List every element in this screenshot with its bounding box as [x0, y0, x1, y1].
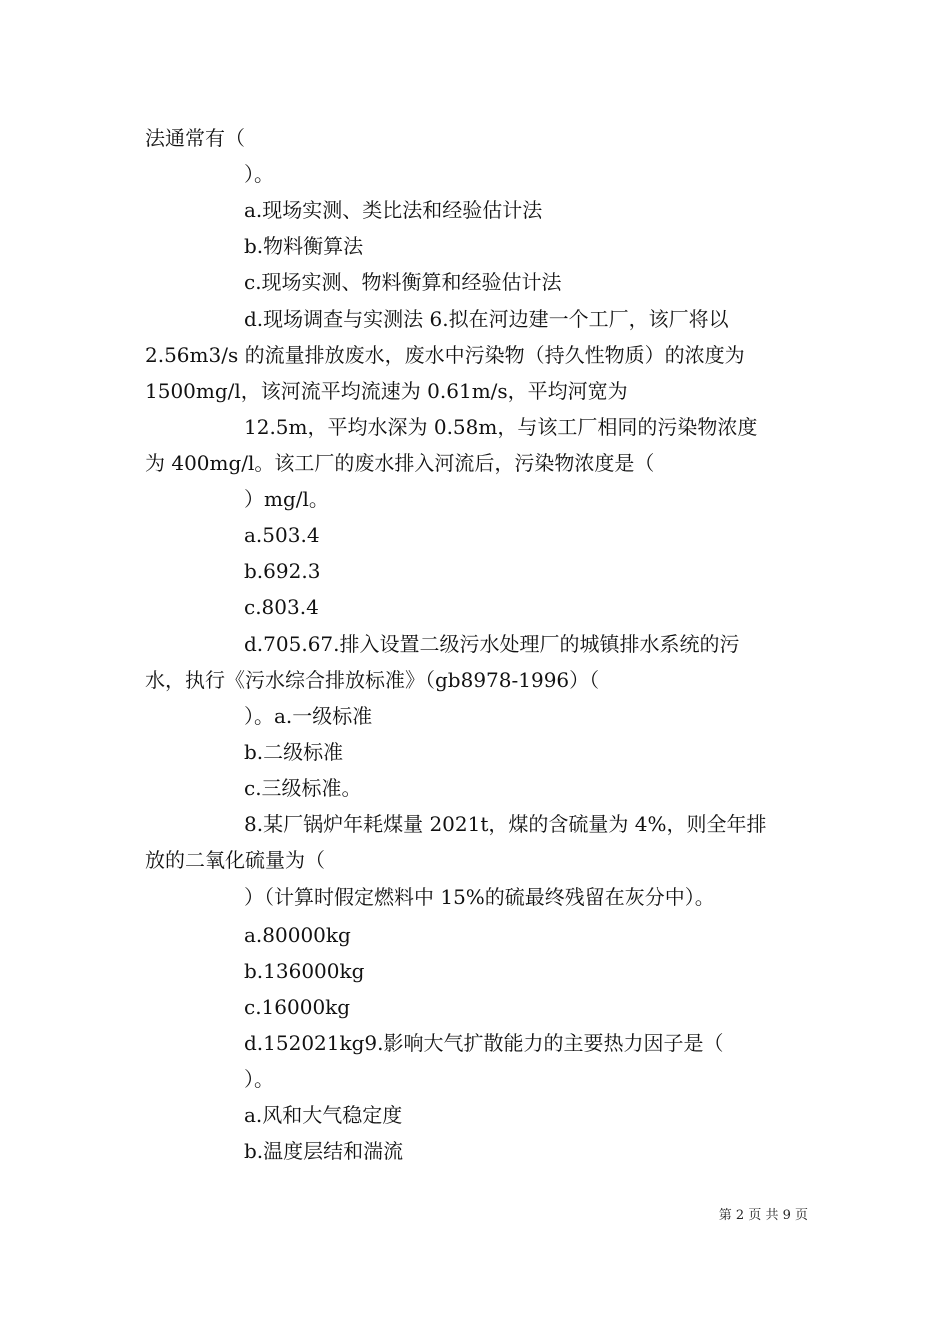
text-line: d.现场调查与实测法 6.拟在河边建一个工厂，该厂将以	[244, 307, 729, 331]
option-line: c.三级标准。	[244, 776, 362, 800]
text-line: 为 400mg/l。该工厂的废水排入河流后，污染物浓度是（	[145, 451, 655, 475]
option-line: c.16000kg	[244, 995, 351, 1019]
text-line: c.现场实测、物料衡算和经验估计法	[244, 270, 562, 294]
text-line: ）（计算时假定燃料中 15%的硫最终残留在灰分中）。	[244, 885, 715, 909]
text-line: 1500mg/l，该河流平均流速为 0.61m/s，平均河宽为	[145, 379, 628, 403]
option-line: b.136000kg	[244, 959, 365, 983]
option-line: b.二级标准	[244, 740, 344, 764]
option-line: b.692.3	[244, 559, 321, 583]
text-line: 2.56m3/s 的流量排放废水，废水中污染物（持久性物质）的浓度为	[145, 343, 745, 367]
option-line: d.705.67.排入设置二级污水处理厂的城镇排水系统的污	[244, 632, 740, 656]
option-line: b.温度层结和湍流	[244, 1139, 404, 1163]
text-line: b.物料衡算法	[244, 234, 364, 258]
text-line: 放的二氧化硫量为（	[145, 848, 325, 872]
text-line: ）。	[244, 1067, 274, 1091]
option-line: a.80000kg	[244, 923, 351, 947]
text-line: 法通常有（	[145, 126, 245, 150]
option-line: a.风和大气稳定度	[244, 1103, 403, 1127]
text-line: ）。	[244, 162, 274, 186]
option-line: a.503.4	[244, 523, 320, 547]
option-line: d.152021kg9.影响大气扩散能力的主要热力因子是（	[244, 1031, 724, 1055]
text-line: a.现场实测、类比法和经验估计法	[244, 198, 543, 222]
text-line: 水，执行《污水综合排放标准》（gb8978-1996）（	[145, 668, 600, 692]
text-line: ）mg/l。	[244, 487, 329, 511]
page-number: 第 2 页 共 9 页	[718, 1208, 808, 1223]
option-line: c.803.4	[244, 595, 319, 619]
text-line: 12.5m，平均水深为 0.58m，与该工厂相同的污染物浓度	[244, 415, 758, 439]
text-line: ）。a.一级标准	[244, 704, 373, 728]
question-line: 8.某厂锅炉年耗煤量 2021t，煤的含硫量为 4%，则全年排	[244, 812, 767, 836]
